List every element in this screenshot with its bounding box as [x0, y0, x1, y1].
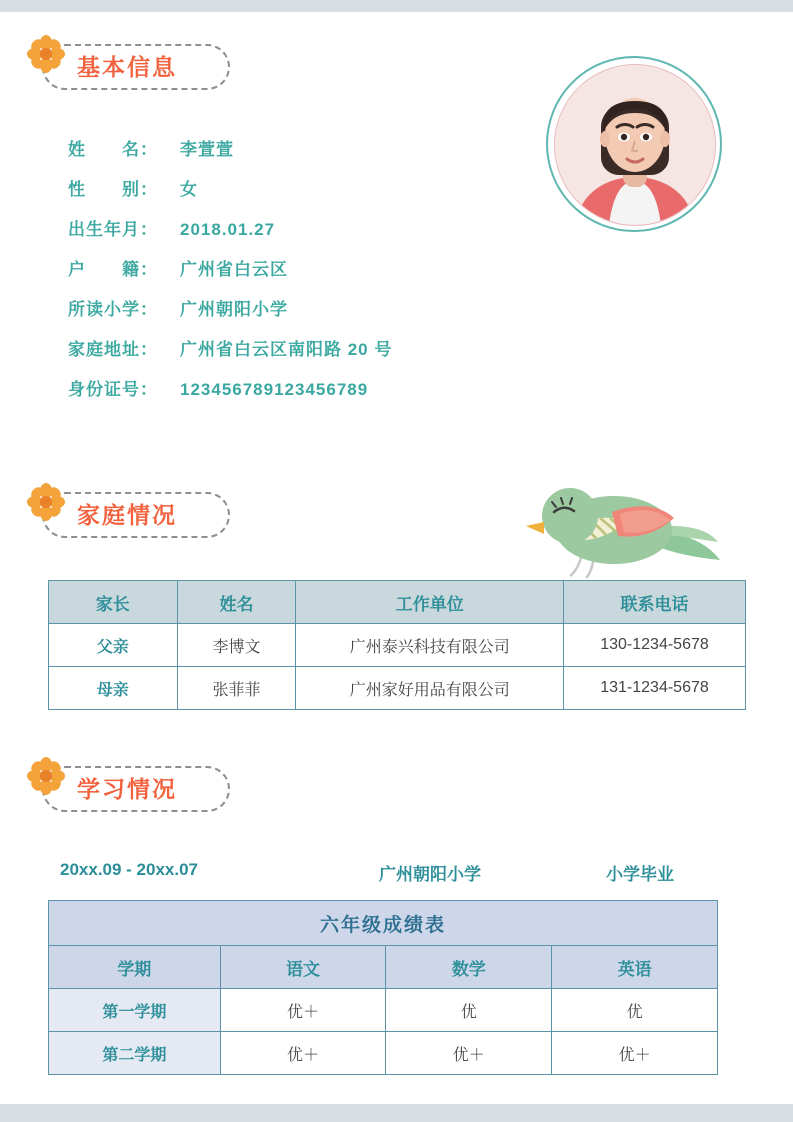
table-row	[49, 1032, 718, 1075]
info-value: 广州省白云区	[180, 260, 288, 279]
table-row	[49, 667, 746, 710]
table-cell-term: 第二学期	[49, 1032, 221, 1075]
student-portrait-icon	[555, 65, 715, 225]
info-row	[68, 375, 538, 415]
student-photo-frame	[546, 56, 722, 232]
table-cell-score: 优	[552, 989, 718, 1032]
table-cell-phone: 131-1234-5678	[564, 667, 746, 710]
table-cell-relation: 父亲	[49, 624, 178, 667]
section-header-basic	[24, 40, 234, 92]
table-header-cell: 英语	[552, 946, 718, 989]
info-row	[68, 175, 538, 215]
table-header-cell: 工作单位	[296, 581, 564, 624]
study-status: 小学毕业	[606, 865, 674, 884]
table-header-cell: 数学	[386, 946, 552, 989]
table-row	[49, 624, 746, 667]
table-cell-name: 李博文	[177, 624, 296, 667]
table-cell-score: 优＋	[220, 1032, 386, 1075]
info-value: 2018.01.27	[180, 220, 276, 239]
basic-info-list	[68, 135, 538, 415]
table-header-cell: 学期	[49, 946, 221, 989]
info-label: 性 别：	[68, 180, 158, 199]
section-title-study: 学习情况	[77, 776, 177, 802]
study-period-row	[60, 860, 740, 885]
info-value: 广州省白云区南阳路 20 号	[180, 340, 393, 359]
info-row	[68, 335, 538, 375]
page-top-margin	[0, 0, 793, 12]
table-header-row	[49, 946, 718, 989]
info-label: 户 籍：	[68, 260, 158, 279]
info-value: 李萱萱	[180, 140, 234, 159]
table-cell-employer: 广州家好用品有限公司	[296, 667, 564, 710]
table-cell-term: 第一学期	[49, 989, 221, 1032]
info-value: 女	[180, 180, 198, 199]
avatar	[554, 64, 716, 226]
table-cell-score: 优＋	[386, 1032, 552, 1075]
info-row	[68, 215, 538, 255]
info-row	[68, 295, 538, 335]
section-title-family: 家庭情况	[77, 502, 177, 528]
section-header-study	[24, 762, 234, 814]
info-row	[68, 135, 538, 175]
table-header-cell: 姓名	[177, 581, 296, 624]
table-cell-score: 优＋	[220, 989, 386, 1032]
table-header-cell: 联系电话	[564, 581, 746, 624]
study-school: 广州朝阳小学	[379, 865, 481, 884]
table-cell-score: 优	[386, 989, 552, 1032]
info-value: 广州朝阳小学	[180, 300, 288, 319]
family-table	[48, 580, 746, 710]
table-header-cell: 家长	[49, 581, 178, 624]
info-row	[68, 255, 538, 295]
info-label: 姓 名：	[68, 140, 158, 159]
info-label: 所读小学：	[68, 300, 158, 319]
table-row	[49, 989, 718, 1032]
table-header-row	[49, 581, 746, 624]
info-label: 家庭地址：	[68, 340, 158, 359]
score-table	[48, 900, 718, 1075]
info-value: 123456789123456789	[180, 380, 369, 399]
table-caption-row	[49, 901, 718, 946]
table-cell-name: 张菲菲	[177, 667, 296, 710]
section-header-family	[24, 488, 234, 540]
info-label: 身份证号：	[68, 380, 158, 399]
table-cell-employer: 广州泰兴科技有限公司	[296, 624, 564, 667]
page-bottom-margin	[0, 1104, 793, 1122]
bird-icon	[462, 468, 732, 588]
table-cell-score: 优＋	[552, 1032, 718, 1075]
section-title-basic: 基本信息	[77, 54, 177, 80]
score-table-caption: 六年级成绩表	[49, 901, 718, 946]
table-cell-phone: 130-1234-5678	[564, 624, 746, 667]
table-cell-relation: 母亲	[49, 667, 178, 710]
study-period: 20xx.09 - 20xx.07	[60, 860, 199, 879]
table-header-cell: 语文	[220, 946, 386, 989]
info-label: 出生年月：	[68, 220, 158, 239]
